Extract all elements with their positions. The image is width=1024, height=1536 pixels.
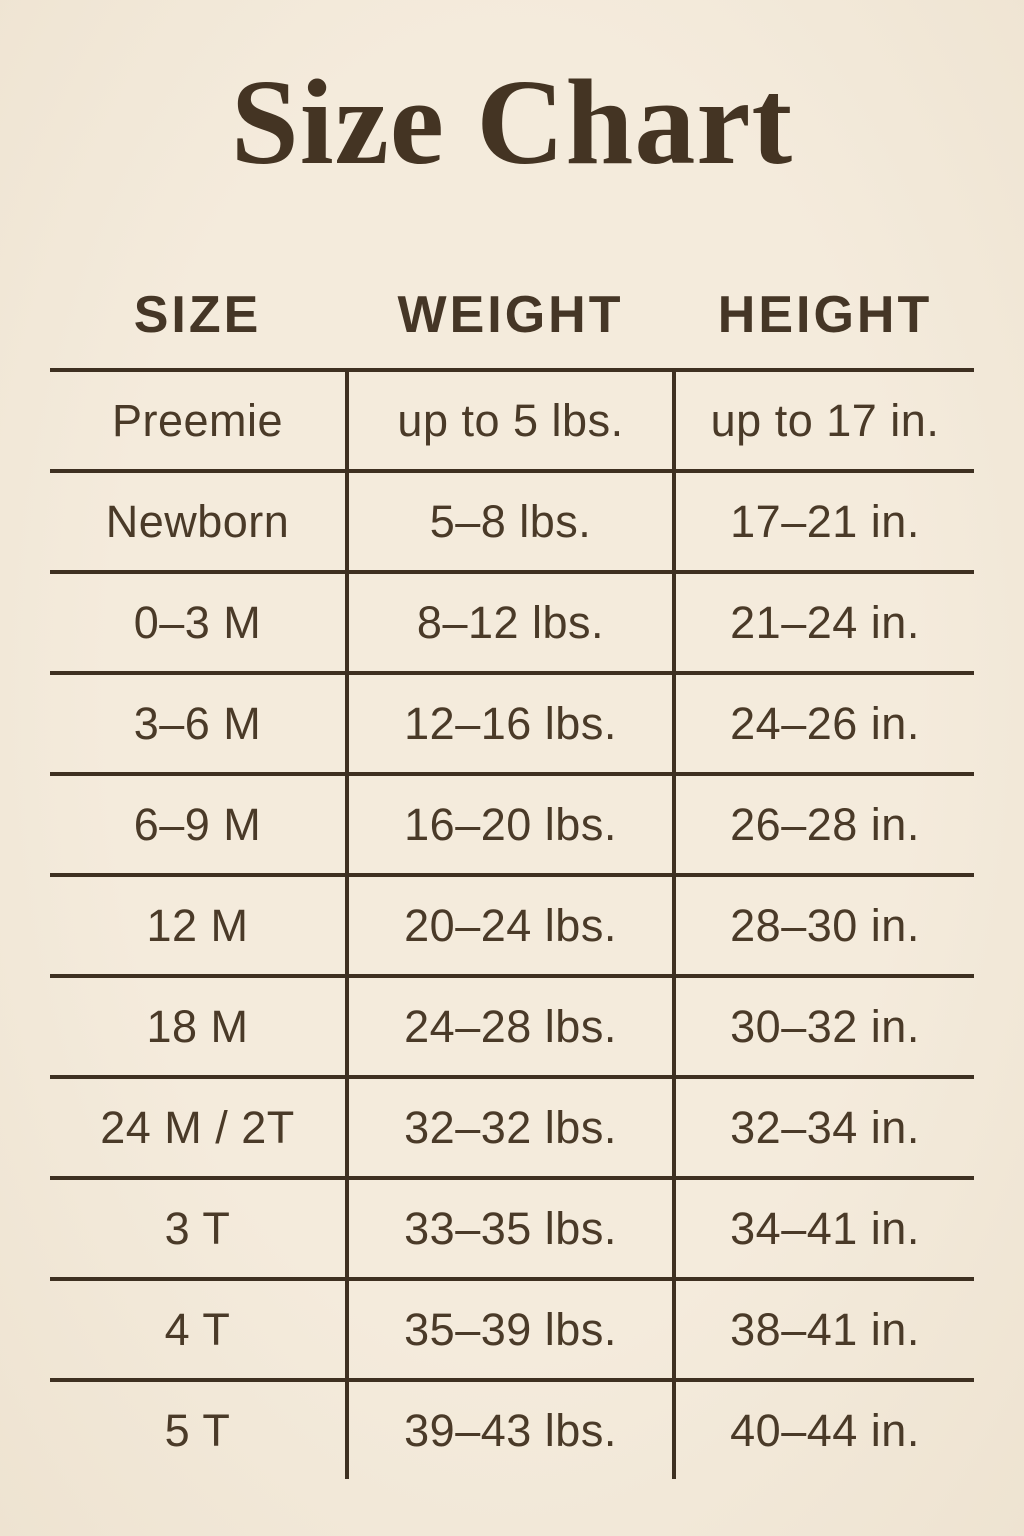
height-cell: 26–28 in. [730,798,920,850]
size-cell: 3–6 M [133,697,262,749]
table-row [50,1277,974,1378]
table-header-row [50,262,974,368]
table-row [50,772,974,873]
table-row [50,469,974,570]
height-cell: 28–30 in. [730,899,920,951]
table-row [50,1176,974,1277]
table-row [50,1075,974,1176]
height-cell: 34–41 in. [730,1202,920,1254]
table-row [50,570,974,671]
size-cell: 24 M / 2T [100,1101,295,1153]
size-cell: 18 M [146,1000,249,1052]
height-cell: 32–34 in. [730,1101,920,1153]
size-cell: 0–3 M [133,596,262,648]
weight-cell: 33–35 lbs. [345,1180,676,1277]
table-row [50,368,974,469]
size-table [50,262,974,1479]
weight-cell: 16–20 lbs. [345,776,676,873]
height-cell: 30–32 in. [730,1000,920,1052]
weight-cell: 35–39 lbs. [345,1281,676,1378]
column-header-height: HEIGHT [717,286,933,344]
height-cell: 21–24 in. [730,596,920,648]
size-cell: 5 T [164,1404,231,1456]
height-cell: 24–26 in. [730,697,920,749]
table-row [50,873,974,974]
table-row [50,671,974,772]
weight-cell: 12–16 lbs. [345,675,676,772]
height-cell: 17–21 in. [730,495,920,547]
size-cell: 3 T [164,1202,231,1254]
table-row [50,974,974,1075]
height-cell: 40–44 in. [730,1404,920,1456]
weight-cell: 32–32 lbs. [345,1079,676,1176]
size-cell: 12 M [146,899,249,951]
page-title: Size Chart [230,55,794,190]
table-body [50,368,974,1479]
column-header-weight: WEIGHT [397,286,624,344]
weight-cell: 24–28 lbs. [345,978,676,1075]
height-cell: 38–41 in. [730,1303,920,1355]
size-cell: 4 T [164,1303,231,1355]
size-cell: Preemie [111,394,284,446]
weight-cell: 8–12 lbs. [345,574,676,671]
size-cell: 6–9 M [133,798,262,850]
table-row [50,1378,974,1479]
column-header-size: SIZE [133,286,262,344]
weight-cell: 5–8 lbs. [345,473,676,570]
size-cell: Newborn [105,495,290,547]
height-cell: up to 17 in. [710,394,940,446]
weight-cell: 39–43 lbs. [345,1382,676,1479]
weight-cell: 20–24 lbs. [345,877,676,974]
weight-cell: up to 5 lbs. [345,372,676,469]
